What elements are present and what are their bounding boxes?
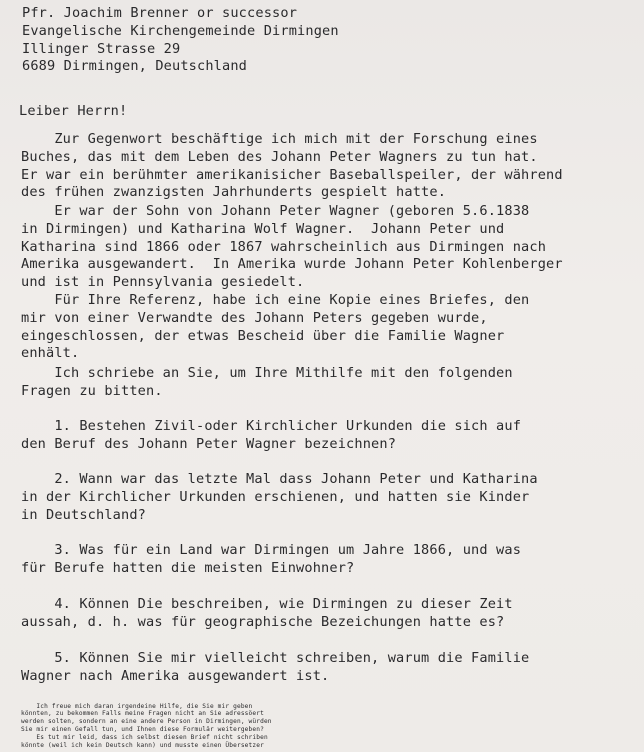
text-line: Amerika ausgewandert. In Amerika wurde Johann Peter Kohlenberger — [21, 256, 563, 273]
text-line: könnten, zu bekommen Falls meine Fragen nicht an Sie adressöert — [21, 710, 264, 718]
text-line: werden solten, sondern an eine andere Person in Dirmingen, würden — [21, 718, 272, 726]
text-line: Katharina sind 1866 oder 1867 wahrscheinlich aus Dirmingen nach — [21, 238, 547, 255]
salutation: Leiber Herrn! — [19, 103, 128, 119]
text-line: in Dirmingen) und Katharina Wolf Wagner. Johann Peter und — [21, 220, 505, 237]
address-line: Pfr. Joachim Brenner or successor — [22, 5, 298, 21]
text-line: Es tut mir leid, dass ich selbst diesen Brief nicht schriben — [21, 734, 268, 742]
text-line: enhält. — [21, 345, 80, 362]
text-line: könnte (weil ich kein Deutsch kann) und musste einen Übersetzer — [21, 742, 264, 750]
text-line: Wagner nach Amerika ausgewandert ist. — [21, 667, 330, 684]
text-line: Sie mir einen Gefall tun, und Ihnen diese Formulär weitergeben? — [21, 726, 264, 734]
text-line: 4. Können Die beschreiben, wie Dirmingen zu dieser Zeit — [21, 596, 513, 612]
text-line: eingeschlossen, der etwas Bescheid über die Familie Wagner — [21, 327, 505, 344]
text-line: 1. Bestehen Zivil-oder Kirchlicher Urkunden die sich auf — [21, 418, 522, 434]
text-line: Buches, das mit dem Leben des Johann Peter Wagners zu tun hat. — [21, 148, 538, 165]
text-line: 2. Wann war das letzte Mal dass Johann Peter und Katharina — [21, 471, 538, 487]
text-line: Er war der Sohn von Johann Peter Wagner (geboren 5.6.1838 — [21, 203, 530, 219]
address-line: Evangelische Kirchengemeinde Dirmingen — [22, 22, 339, 39]
text-line: Zur Gegenwort beschäftige ich mich mit der Forschung eines — [21, 131, 538, 147]
text-line: Ich freue mich daran irgendeine Hilfe, die Sie mir geben — [21, 702, 253, 710]
text-line: Fragen zu bitten. — [21, 382, 163, 399]
text-line: und ist in Pennsylvania gesiedelt. — [21, 274, 305, 291]
text-line: in Deutschland? — [21, 506, 147, 523]
text-line: 3. Was für ein Land war Dirmingen um Jahre 1866, und was — [21, 542, 522, 558]
text-line: für Berufe hatten die meisten Einwohner? — [21, 559, 355, 576]
address-line: Illinger Strasse 29 — [22, 40, 181, 57]
text-line: Er war ein berühmter amerikanisicher Baseballspeiler, der während — [21, 166, 563, 183]
text-line: in der Kirchlicher Urkunden erschienen, und hatten sie Kinder — [21, 488, 530, 505]
text-line: 5. Können Sie mir vielleicht schreiben, warum die Familie — [21, 650, 530, 666]
text-line: mir von einer Verwandte des Johann Peters gegeben wurde, — [21, 309, 488, 326]
text-line: des frühen zwanzigsten Jahrhunderts gespielt hatte. — [21, 184, 447, 201]
text-line: den Beruf des Johann Peter Wagner bezeichnen? — [21, 435, 397, 452]
text-line: Ich schriebe an Sie, um Ihre Mithilfe mit den folgenden — [21, 365, 513, 381]
address-line: 6689 Dirmingen, Deutschland — [22, 58, 248, 75]
text-line: aussah, d. h. was für geographische Bezeichungen hatte es? — [21, 613, 505, 630]
text-line: Für Ihre Referenz, habe ich eine Kopie eines Briefes, den — [21, 292, 530, 308]
